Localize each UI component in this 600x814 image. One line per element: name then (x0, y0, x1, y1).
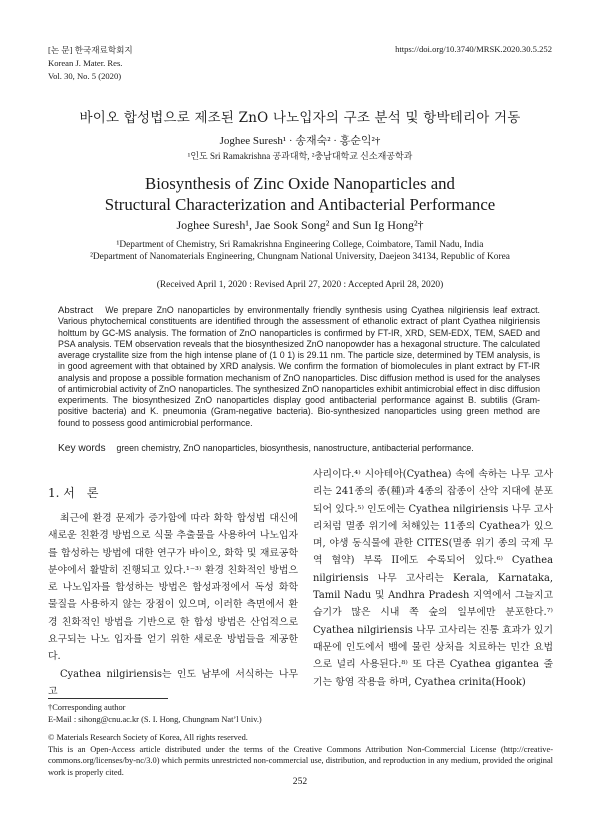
doi-link[interactable]: https://doi.org/10.3740/MRSK.2020.30.5.252 (395, 44, 552, 54)
copyright-notice (48, 732, 553, 778)
keywords (58, 443, 540, 454)
english-affiliations (0, 239, 600, 263)
korean-authors: Joghee Suresh¹ · 송재숙² · 홍순익²† (219, 135, 381, 147)
received-dates: (Received April 1, 2020 : Revised April 27, 2020 : Accepted April 28, 2020) (156, 280, 444, 290)
abstract-label: Abstract (58, 305, 94, 316)
body-column-left (48, 510, 298, 700)
keywords-text: green chemistry, ZnO nanoparticles, biosynthesis, nanostructure, antibacterial performance. (116, 443, 474, 453)
korean-affiliations: ¹인도 Sri Ramakrishna 공과대학, ²충남대학교 신소재공학과 (187, 151, 413, 161)
english-title-line1: Biosynthesis of Zinc Oxide Nanoparticles and (145, 174, 455, 193)
license-statement: This is an Open-Access article distributed under the terms of the Creative Commons Attribution Non-Commercial License (http://creative-commons.org/licenses/by-nc/3.0) which permits unrestricted non-commercial use, distribution, and reproduction in any medium, provided the original work is properly cited. (48, 744, 553, 777)
body-column-right (313, 466, 553, 691)
intro-paragraph-continued: 사리이다.⁴⁾ 시아테아(Cyathea) 속에 속하는 나무 고사리는 241종의 종(種)과 4종의 잡종이 산악 지대에 분포되어 있다.⁵⁾ 인도에는 Cyathea nilgiriensis 나무 고사리처럼 멸종 위기에 처해있는 11종의 Cyathea가 있으며, 야생 동식물에 관한 CITES(멸종 위기 종의 국제 무역 협약) 부록 II에도 수록되어 있다.⁶⁾ Cyathea nilgiriensis 나무 고사리는 Kerala, Karnataka, Tamil Nadu 및 Andhra Pradesh 지역에서 그늘지고 습기가 많은 시내 쪽 숲의 일부에만 분포한다.⁷⁾ Cyathea nilgiriensis 나무 고사리는 진통 효과가 있기 때문에 인도에서 뱀에 물린 상처을 치료하는 민간 요법으로 널리 사용된다.⁸⁾ 또 다른 Cyathea gigantea 줄기는 항염 작용을 하며, Cyathea crinita(Hook) (313, 469, 553, 688)
footnote-divider (48, 698, 168, 699)
corresponding-author-label: †Corresponding author (48, 703, 126, 712)
english-title-line2: Structural Characterization and Antibacterial Performance (104, 195, 496, 214)
page-number: 252 (292, 776, 308, 787)
journal-name-korean: [논 문] 한국재료학회지 (48, 45, 133, 55)
english-authors: Joghee Suresh¹, Jae Sook Song² and Sun Ig Hong²† (176, 218, 424, 232)
copyright-line: © Materials Research Society of Korea, All rights reserved. (48, 733, 248, 742)
korean-title: 바이오 합성법으로 제조된 ZnO 나노입자의 구조 분석 및 항박테리아 거동 (79, 110, 521, 126)
intro-paragraph-1: 최근에 환경 문제가 증가함에 따라 화학 합성법 대신에 새로운 친환경 방법으로 식물 추출물을 사용하여 나노입자를 합성하는 방법에 대한 연구가 바이오, 화학 및 재료공학 분야에서 활발히 진행되고 있다.¹⁻³⁾ 환경 친화적인 방법으로 나노입자를 합성하는 방법은 합성과정에서 독성 화학 물질을 사용하지 않는 장점이 있으며, 이러한 측면에서 환경 친화적인 방법을 기반으로 한 합성 방법은 산업적으로 요구되는 나노 입자를 얻기 위한 새로운 방법들을 제공한다. (48, 513, 298, 663)
affiliation-1: ¹Department of Chemistry, Sri Ramakrishna Engineering College, Coimbatore, Tamil Nadu, India (116, 240, 484, 250)
affiliation-2: ²Department of Nanomaterials Engineering, Chungnam National University, Daejeon 34134, Republic of Korea (90, 252, 510, 262)
journal-volume: Vol. 30, No. 5 (2020) (48, 71, 122, 81)
abstract-text: We prepare ZnO nanoparticles by environmentally friendly synthesis using Cyathea nilgiriensis leaf extract. Various phytochemical constituents are identified through the assessment of ethanolic extract of plant Cyathea nilgiriensis holttum by GC-MS analysis. The formation of ZnO nanoparticles is confirmed by FT-IR, XRD, SEM-EDX, TEM, SAED and PSA analysis. TEM observation reveals that the biosynthesized ZnO nanopowder has a hexagonal structure. The calculated average crystallite size from the high intense plane of (1 0 1) is 29.11 nm. The particle size, determined by TEM analysis, is in good agreement with that obtained by XRD analysis. We confirm the formation of biomolecules in plant extract by FT-IR analysis and propose a possible formation mechanism of ZnO nanoparticles. Disc diffusion method is used for the analyses of antimicrobial activity of ZnO nanoparticles. The synthesized ZnO nanoparticles exhibit antimicrobial effect in disc diffusion experiments. The biosynthesized ZnO nanoparticles display good antibacterial performance against B. subtilis (Gram-positive bacteria) and K. pneumonia (Gram-negative bacteria). Bio-synthesized nanoparticles using green method are found to possess good antimicrobial performance. (58, 305, 540, 428)
journal-name-english: Korean J. Mater. Res. (48, 58, 123, 68)
journal-header (48, 44, 133, 83)
abstract (58, 305, 540, 429)
corresponding-author-email: E-Mail : sihong@cnu.ac.kr (S. I. Hong, Chungnam Nat’l Univ.) (48, 714, 262, 724)
intro-paragraph-2: Cyathea nilgiriensis는 인도 남부에 서식하는 나무 고 (48, 668, 298, 697)
keywords-label: Key words (58, 443, 106, 454)
english-title (0, 173, 600, 215)
section-heading-introduction: 1. 서 론 (48, 486, 99, 500)
corresponding-author-footnote (48, 702, 262, 725)
